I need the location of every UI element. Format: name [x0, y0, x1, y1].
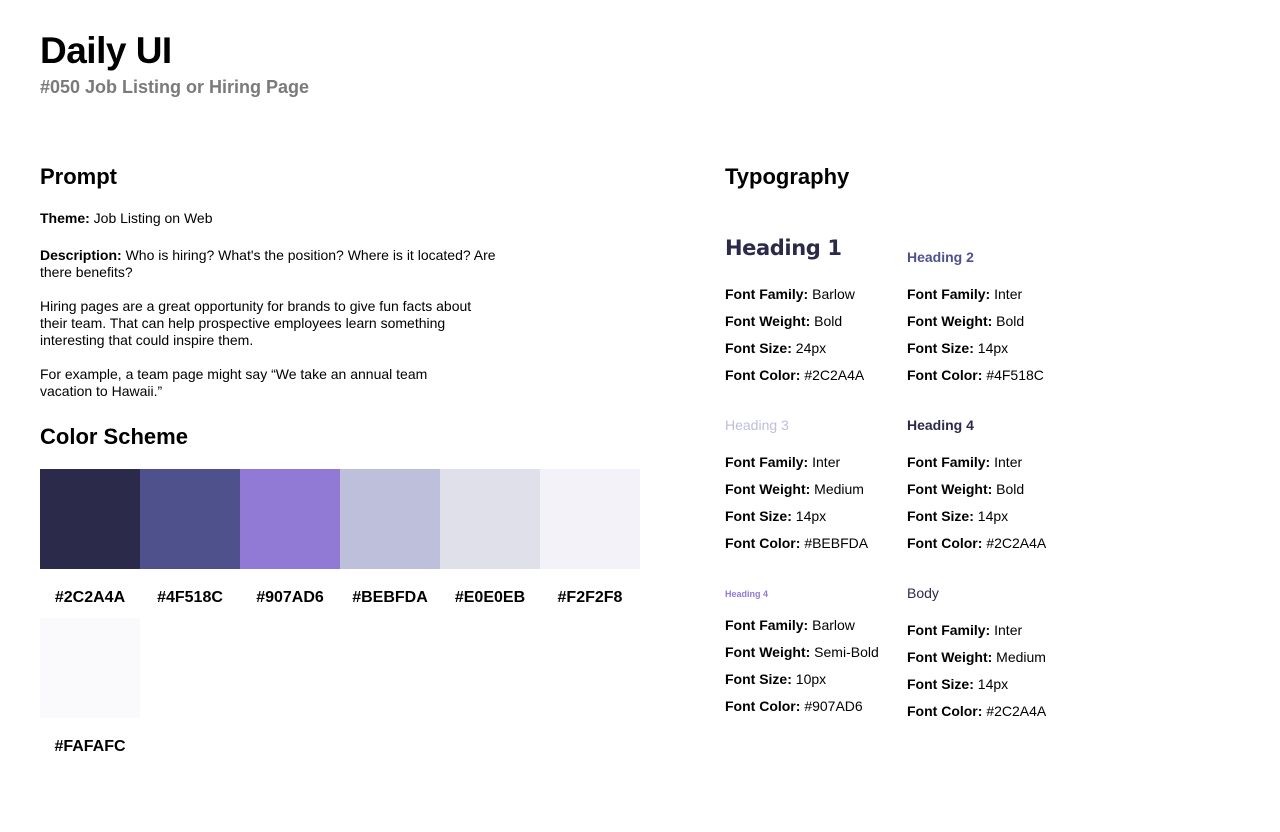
type-spec-weight: Font Weight: Bold [725, 313, 843, 329]
color-hex-label: #F2F2F8 [557, 589, 623, 606]
type-spec-family: Font Family: Barlow [725, 617, 855, 633]
color-swatch [340, 469, 440, 569]
theme-value: Job Listing on Web [89, 210, 213, 226]
type-spec-family: Font Family: Inter [907, 622, 1023, 638]
type-spec-weight: Font Weight: Bold [907, 313, 1025, 329]
type-spec-family: Font Family: Inter [907, 286, 1023, 302]
color-swatch [40, 618, 140, 718]
prompt-theme [40, 210, 510, 227]
type-spec-size: Font Size: 14px [907, 676, 1009, 692]
description-value: Who is hiring? What's the position? Where is it located? Are there benefits? [40, 247, 496, 280]
page-title: Daily UI [40, 30, 172, 71]
type-sample-heading-3: Heading 3 [725, 417, 789, 433]
prompt-description [40, 247, 510, 281]
prompt-paragraph-1: Hiring pages are a great opportunity for brands to give fun facts about their team. That can help prospective employees learn something interesting that could inspire them. [40, 298, 472, 348]
type-sample-heading-2: Heading 2 [907, 249, 974, 265]
type-spec-size: Font Size: 10px [725, 671, 827, 687]
typography-heading: Typography [725, 164, 850, 189]
type-spec-color: Font Color: #907AD6 [725, 698, 863, 714]
type-spec-color: Font Color: #2C2A4A [725, 367, 865, 383]
color-hex-label: #E0E0EB [454, 589, 526, 606]
color-swatch [440, 469, 540, 569]
color-hex-label: #4F518C [157, 589, 223, 606]
color-swatch [40, 469, 140, 569]
color-swatch [240, 469, 340, 569]
type-spec-size: Font Size: 14px [725, 508, 827, 524]
type-spec-color: Font Color: #2C2A4A [907, 535, 1047, 551]
type-sample-body: Body [907, 585, 939, 601]
type-spec-family: Font Family: Barlow [725, 286, 855, 302]
type-spec-color: Font Color: #BEBFDA [725, 535, 869, 551]
color-hex-label: #FAFAFC [54, 738, 126, 755]
type-spec-size: Font Size: 24px [725, 340, 827, 356]
type-spec-weight: Font Weight: Semi-Bold [725, 644, 879, 660]
type-sample-heading-4: Heading 4 [907, 417, 974, 433]
color-hex-label: #2C2A4A [54, 589, 126, 606]
type-spec-color: Font Color: #2C2A4A [907, 703, 1047, 719]
type-sample-heading-small: Heading 4 [725, 589, 769, 599]
type-spec-family: Font Family: Inter [907, 454, 1023, 470]
color-hex-label: #BEBFDA [352, 589, 428, 606]
color-swatch [540, 469, 640, 569]
prompt-paragraph-2: For example, a team page might say “We take an annual team vacation to Hawaii.” [40, 366, 428, 399]
type-sample-heading-1: Heading 1 [725, 236, 842, 260]
type-spec-weight: Font Weight: Bold [907, 481, 1025, 497]
description-label: Description: [40, 247, 122, 263]
type-spec-size: Font Size: 14px [907, 340, 1009, 356]
color-swatch [140, 469, 240, 569]
type-spec-weight: Font Weight: Medium [725, 481, 864, 497]
type-spec-color: Font Color: #4F518C [907, 367, 1044, 383]
page-subtitle: #050 Job Listing or Hiring Page [40, 77, 310, 97]
theme-label: Theme: [40, 210, 90, 226]
type-spec-family: Font Family: Inter [725, 454, 841, 470]
color-scheme-heading: Color Scheme [40, 424, 188, 449]
type-spec-weight: Font Weight: Medium [907, 649, 1046, 665]
prompt-heading: Prompt [40, 164, 117, 189]
color-hex-label: #907AD6 [256, 589, 324, 606]
type-spec-size: Font Size: 14px [907, 508, 1009, 524]
